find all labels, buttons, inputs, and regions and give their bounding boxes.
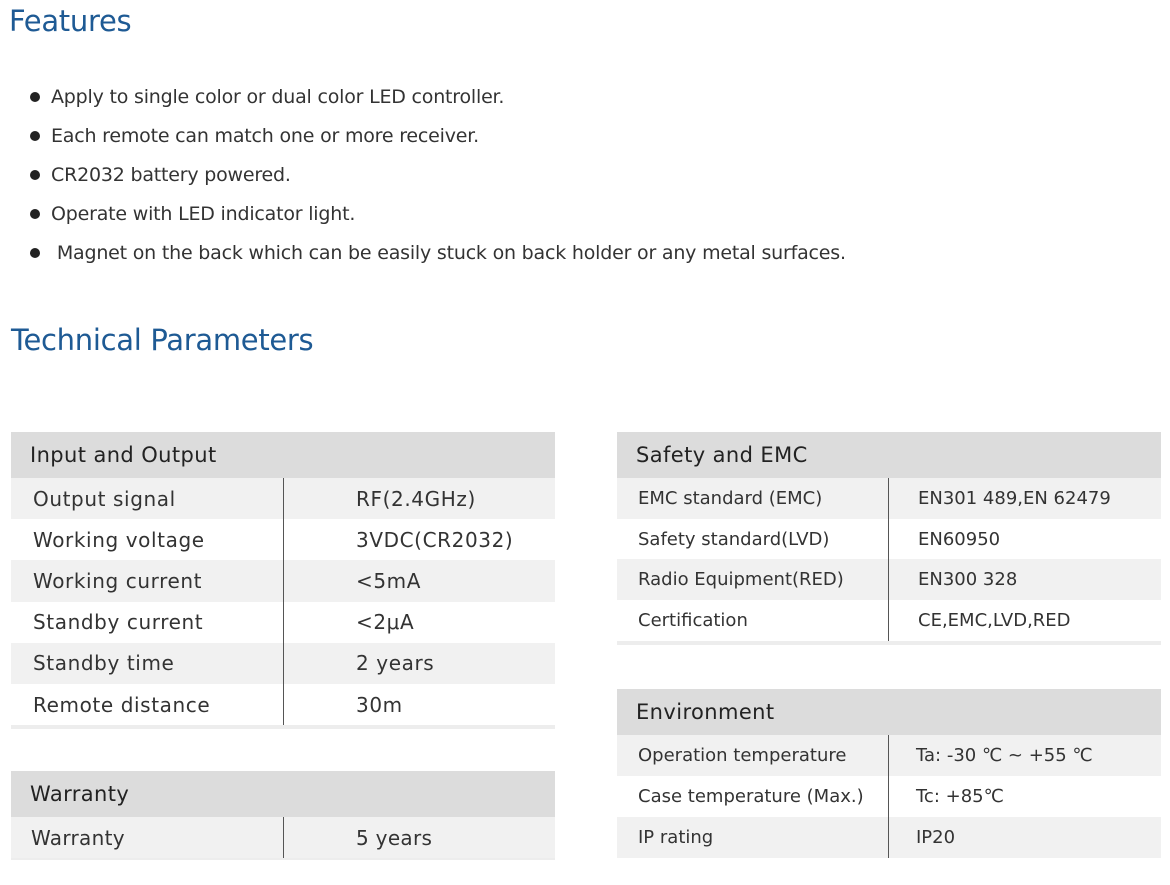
table-heading: Warranty [11, 771, 555, 817]
param-label: Standby time [11, 643, 284, 684]
param-label: Working current [11, 560, 284, 601]
param-label: Standby current [11, 602, 284, 643]
table-body [11, 817, 555, 858]
feature-text: Each remote can match one or more receiver. [51, 125, 479, 148]
table-heading: Safety and EMC [617, 432, 1161, 478]
param-label: Case temperature (Max.) [617, 776, 889, 817]
table-row [11, 684, 555, 725]
table-row [11, 817, 555, 858]
table-row [617, 776, 1161, 817]
param-label: EMC standard (EMC) [617, 478, 889, 519]
features-title: Features [9, 4, 132, 38]
table-row [11, 602, 555, 643]
warranty-table [11, 771, 555, 860]
table-row [11, 560, 555, 601]
feature-text: Magnet on the back which can be easily stuck on back holder or any metal surfaces. [51, 241, 846, 264]
feature-text: CR2032 battery powered. [51, 163, 291, 186]
param-value: CE,EMC,LVD,RED [918, 609, 1071, 631]
param-value: IP20 [916, 827, 956, 848]
table-row [617, 817, 1161, 858]
table-row [617, 478, 1161, 519]
feature-text: Operate with LED indicator light. [51, 202, 356, 225]
bullet-icon [30, 209, 40, 219]
table-row [11, 519, 555, 560]
param-value: 3VDC(CR2032) [356, 527, 514, 552]
technical-parameters-title: Technical Parameters [11, 323, 314, 357]
param-value: EN300 328 [918, 569, 1018, 591]
bullet-icon [30, 248, 40, 258]
feature-text: Apply to single color or dual color LED controller. [51, 86, 505, 109]
param-value: <2μA [356, 610, 415, 635]
feature-item [30, 156, 846, 195]
param-label: IP rating [617, 817, 889, 858]
input-output-table [11, 432, 555, 729]
param-label: Operation temperature [617, 735, 889, 776]
table-body [617, 735, 1161, 858]
bullet-icon [30, 170, 40, 180]
feature-item [30, 233, 846, 272]
feature-item [30, 194, 846, 233]
param-value: Ta: -30 ℃ ~ +55 ℃ [916, 745, 1093, 766]
safety-emc-table [617, 432, 1161, 645]
table-heading: Input and Output [11, 432, 555, 478]
param-label: Certification [617, 600, 889, 641]
param-label: Working voltage [11, 519, 284, 560]
table-row [617, 519, 1161, 560]
param-value: EN60950 [918, 528, 1001, 550]
bullet-icon [30, 92, 40, 102]
param-value: <5mA [356, 568, 422, 593]
feature-item [30, 78, 846, 117]
table-body [617, 478, 1161, 641]
param-value: RF(2.4GHz) [356, 486, 476, 511]
bullet-icon [30, 131, 40, 141]
param-label: Warranty [11, 817, 284, 858]
param-value: EN301 489,EN 62479 [918, 487, 1111, 509]
table-row [617, 559, 1161, 600]
table-row [11, 478, 555, 519]
feature-item [30, 117, 846, 156]
param-value: 2 years [356, 651, 435, 676]
table-row [617, 735, 1161, 776]
table-body [11, 478, 555, 725]
environment-table [617, 689, 1161, 858]
param-label: Radio Equipment(RED) [617, 559, 889, 600]
table-row [11, 643, 555, 684]
param-value: 30m [356, 692, 403, 717]
features-list [30, 78, 846, 272]
param-value: Tc: +85℃ [916, 786, 1004, 807]
param-label: Remote distance [11, 684, 284, 725]
table-heading: Environment [617, 689, 1161, 735]
param-value: 5 years [356, 825, 433, 850]
table-row [617, 600, 1161, 641]
param-label: Output signal [11, 478, 284, 519]
param-label: Safety standard(LVD) [617, 519, 889, 560]
